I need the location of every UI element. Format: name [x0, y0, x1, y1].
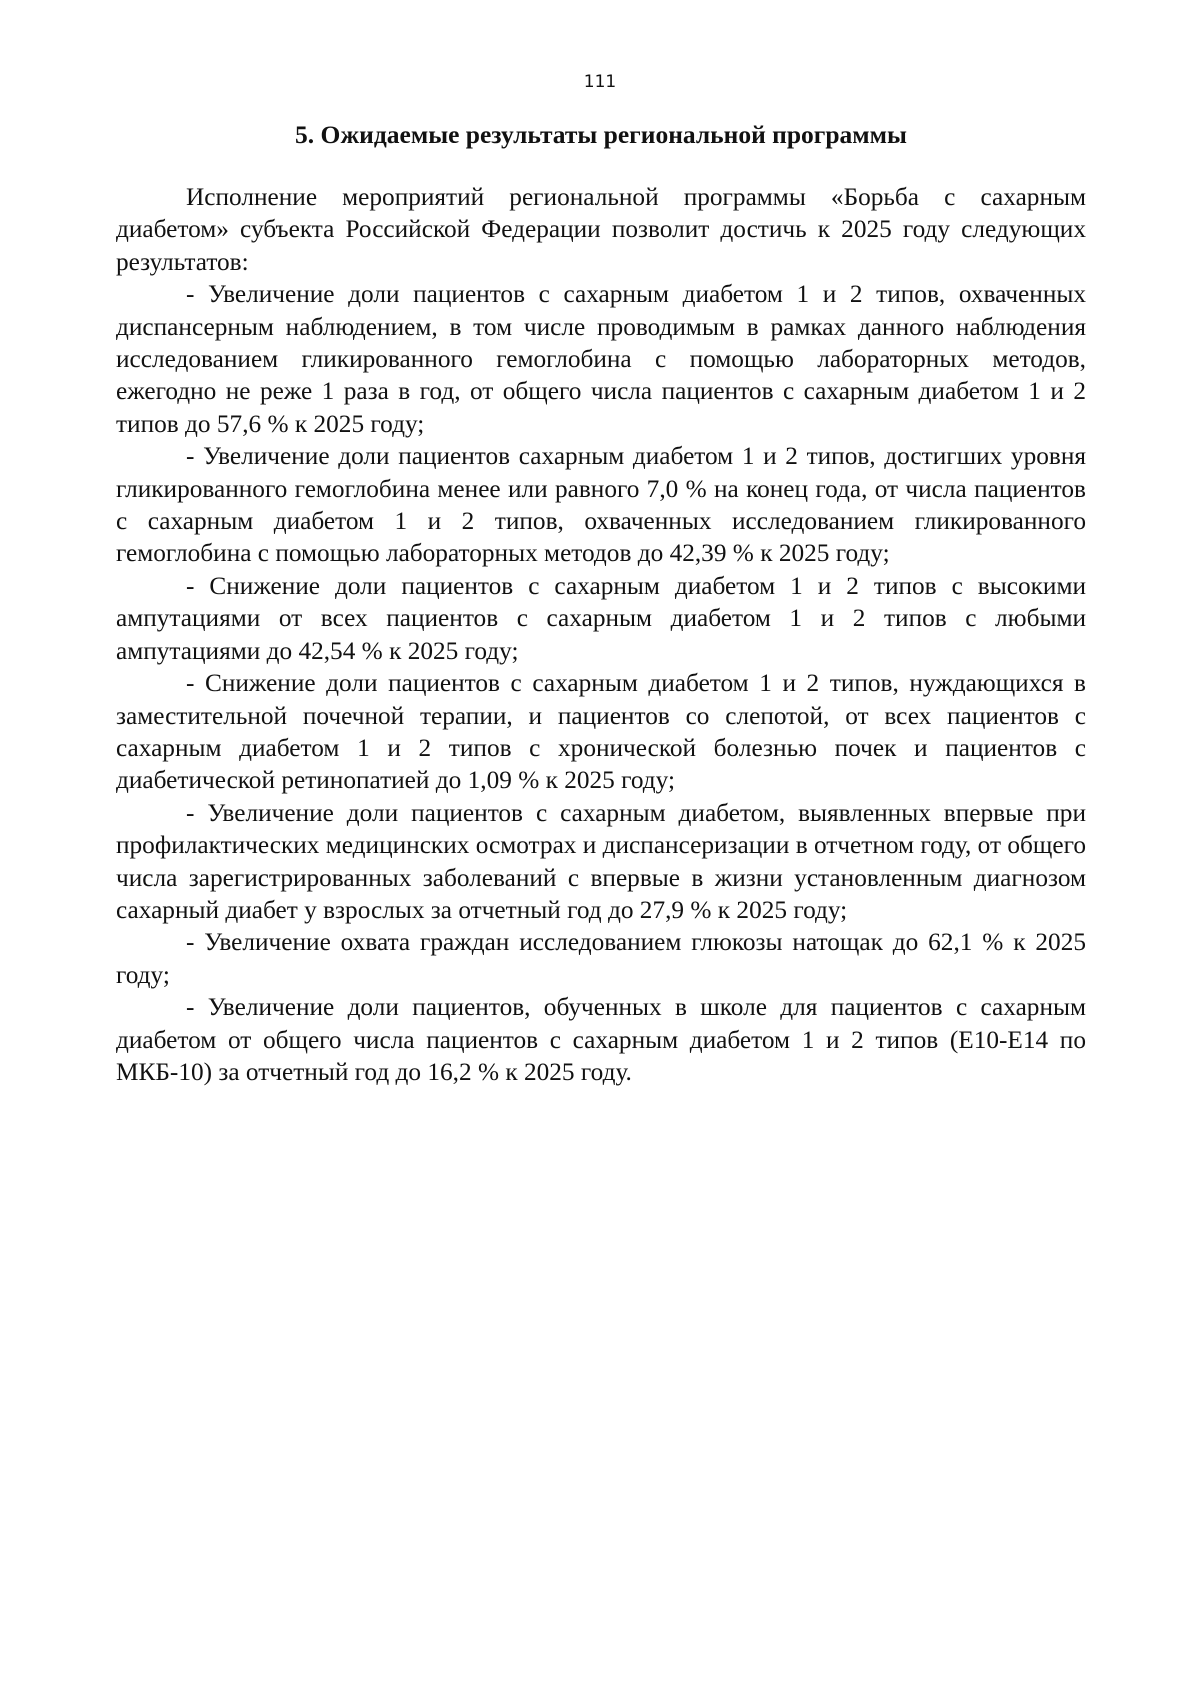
- result-item-2: - Увеличение доли пациентов сахарным диабетом 1 и 2 типов, достигших уровня гликированного гемоглобина менее или равного 7,0 % на конец года, от числа пациентов с сахарным диабетом 1 и 2 типов, охваченных исследованием гликированного гемоглобина с помощью лабораторных методов до 42,39 % к 2025 году;: [116, 442, 1086, 568]
- section-title: 5. Ожидаемые результаты региональной программы: [295, 120, 907, 149]
- result-item-3: - Снижение доли пациентов с сахарным диабетом 1 и 2 типов с высокими ампутациями от всех пациентов с сахарным диабетом 1 и 2 типов с любыми ампутациями до 42,54 % к 2025 году;: [116, 571, 1086, 665]
- result-item-5: - Увеличение доли пациентов с сахарным диабетом, выявленных впервые при профилактических медицинских осмотрах и диспансеризации в отчетном году, от общего числа зарегистрированных заболеваний с впервые в жизни установленным диагнозом сахарный диабет у взрослых за отчетный год до 27,9 % к 2025 году;: [116, 798, 1086, 924]
- page-number: 111: [583, 72, 617, 92]
- intro-paragraph: Исполнение мероприятий региональной программы «Борьба с сахарным диабетом» субъекта Российской Федерации позволит достичь к 2025 году следующих результатов:: [116, 183, 1086, 276]
- result-item-6: - Увеличение охвата граждан исследованием глюкозы натощак до 62,1 % к 2025 году;: [116, 928, 1086, 989]
- result-item-1: - Увеличение доли пациентов с сахарным диабетом 1 и 2 типов, охваченных диспансерным наблюдением, в том числе проводимым в рамках данного наблюдения исследованием гликированного гемоглобина с помощью лабораторных методов, ежегодно не реже 1 раза в год, от общего числа пациентов с сахарным диабетом 1 и 2 типов до 57,6 % к 2025 году;: [116, 280, 1086, 438]
- result-item-7: - Увеличение доли пациентов, обученных в школе для пациентов с сахарным диабетом от общего числа пациентов с сахарным диабетом 1 и 2 типов (Е10-Е14 по МКБ-10) за отчетный год до 16,2 % к 2025 году.: [116, 993, 1086, 1086]
- body-text: [116, 181, 1086, 1088]
- result-item-4: - Снижение доли пациентов с сахарным диабетом 1 и 2 типов, нуждающихся в заместительной почечной терапии, и пациентов со слепотой, от всех пациентов с сахарным диабетом 1 и 2 типов с хронической болезнью почек и пациентов с диабетической ретинопатией до 1,09 % к 2025 году;: [116, 669, 1086, 795]
